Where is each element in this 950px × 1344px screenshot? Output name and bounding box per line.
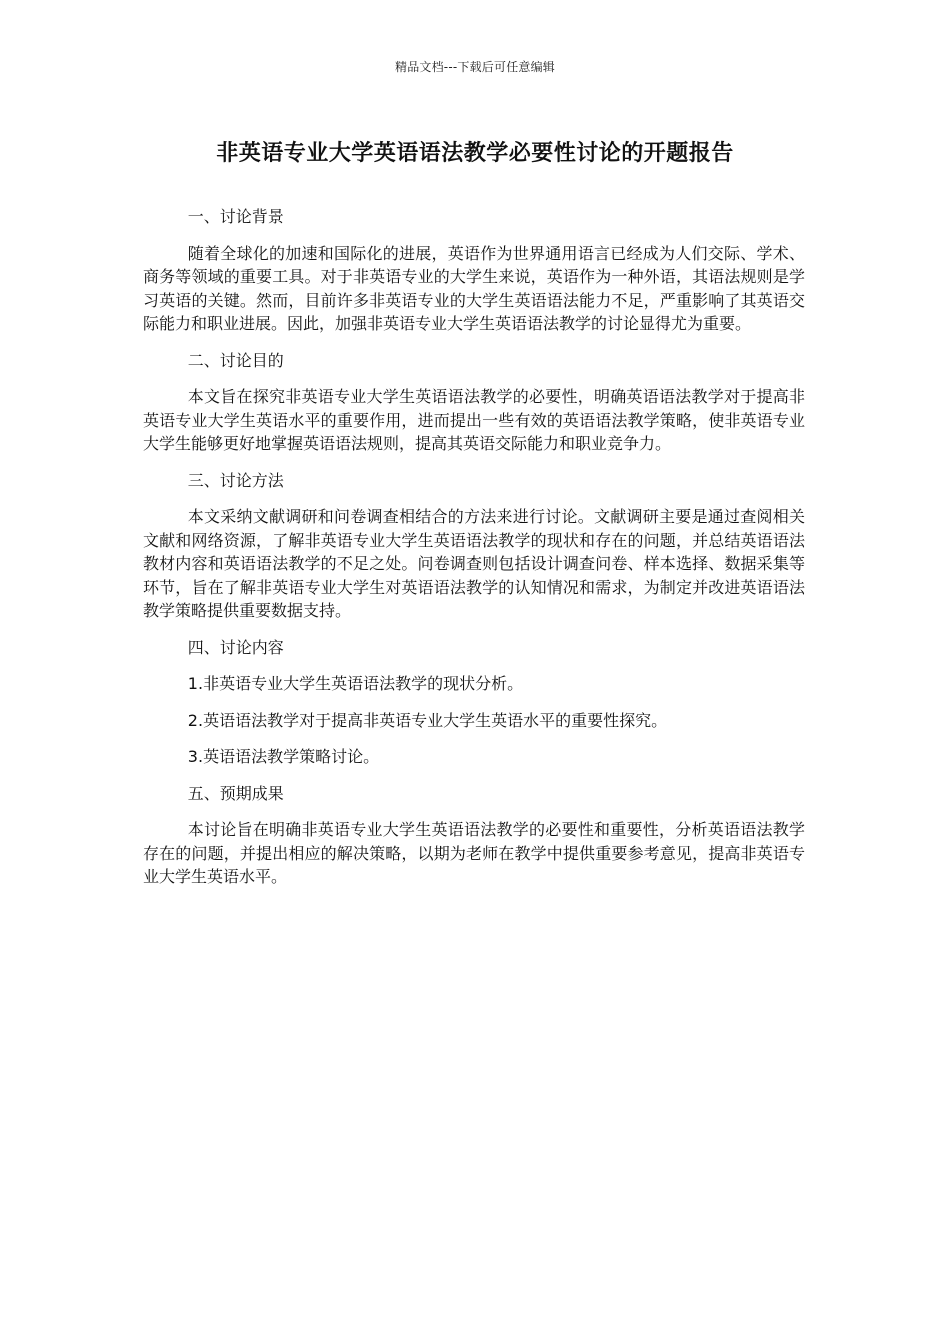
section-heading-method: 三、讨论方法 <box>187 470 284 490</box>
document-body <box>143 205 805 902</box>
paragraph-purpose: 本文旨在探究非英语专业大学生英语语法教学的必要性，明确英语语法教学对于提高非英语专业大学生英语水平的重要作用，进而提出一些有效的英语语法教学策略，使非英语专业大学生能够更好地掌握英语语法规则，提高其英语交际能力和职业竞争力。 <box>143 387 805 453</box>
header-note: 精品文档---下载后可任意编辑 <box>395 60 555 74</box>
content-item: 1.非英语专业大学生英语语法教学的现状分析。 <box>187 674 524 693</box>
section-heading-outcomes: 五、预期成果 <box>187 783 284 803</box>
content-item: 3.英语语法教学策略讨论。 <box>187 747 380 766</box>
paragraph-method: 本文采纳文献调研和问卷调查相结合的方法来进行讨论。文献调研主要是通过查阅相关文献和网络资源，了解非英语专业大学生英语语法教学的现状和存在的问题，并总结英语语法教材内容和英语语法教学的不足之处。问卷调查则包括设计调查问卷、样本选择、数据采集等环节，旨在了解非英语专业大学生对英语语法教学的认知情况和需求，为制定并改进英语语法教学策略提供重要数据支持。 <box>143 507 805 620</box>
section-heading-content: 四、讨论内容 <box>187 637 284 657</box>
document-title: 非英语专业大学英语语法教学必要性讨论的开题报告 <box>216 141 734 166</box>
paragraph-background: 随着全球化的加速和国际化的进展，英语作为世界通用语言已经成为人们交际、学术、商务等领域的重要工具。对于非英语专业的大学生来说，英语作为一种外语，其语法规则是学习英语的关键。然而，目前许多非英语专业的大学生英语语法能力不足，严重影响了其英语交际能力和职业进展。因此，加强非英语专业大学生英语语法教学的讨论显得尤为重要。 <box>143 243 805 333</box>
content-item: 2.英语语法教学对于提高非英语专业大学生英语水平的重要性探究。 <box>187 710 668 730</box>
section-heading-purpose: 二、讨论目的 <box>187 350 284 370</box>
section-heading-background: 一、讨论背景 <box>187 207 284 226</box>
paragraph-outcomes: 本讨论旨在明确非英语专业大学生英语语法教学的必要性和重要性，分析英语语法教学存在的问题，并提出相应的解决策略，以期为老师在教学中提供重要参考意见，提高非英语专业大学生英语水平。 <box>143 820 805 886</box>
